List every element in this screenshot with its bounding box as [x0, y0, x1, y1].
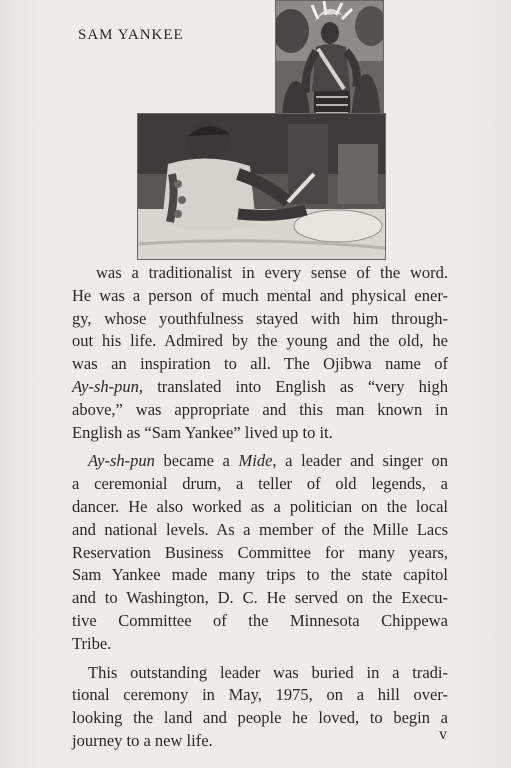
paragraph-2-line-9: Tribe.	[72, 633, 112, 653]
paragraph-2-line-4: and national levels. As a member of the Mille Lacs	[72, 519, 448, 539]
paragraph-1-line-7: above,” was appropriate and this man known in	[72, 399, 448, 419]
paragraph-2-line-8: tive Committee of the Minnesota Chippewa	[72, 610, 448, 630]
paragraph-2-line-6: Sam Yankee made many trips to the state capitol	[72, 565, 448, 585]
page-heading: SAM YANKEE	[78, 27, 184, 43]
paragraph-1-line-3: gy, whose youthfulness stayed with him through-	[72, 308, 448, 328]
page-number: v	[439, 726, 447, 743]
body-text	[72, 262, 448, 753]
paragraph-1-line-1: was a traditionalist in every sense of the word.	[96, 263, 448, 282]
paragraph-2-line-2: a ceremonial drum, a teller of old legends, a	[72, 474, 448, 494]
seated-man-photo	[137, 113, 386, 260]
paragraph-3-line-3: looking the land and people he loved, to begin a	[72, 708, 448, 728]
paragraph-2-line-3: dancer. He also worked as a politician on the local	[72, 496, 448, 516]
paragraph-2-line-5: Reservation Business Committee for many years,	[72, 542, 448, 562]
paragraph-3-line-2: tional ceremony in May, 1975, on a hill over-	[72, 685, 448, 705]
paragraph-3-line-1: This outstanding leader was buried in a tradi-	[88, 662, 448, 682]
paragraph-1-line-6: Ay-sh-pun, translated into English as “very high	[72, 376, 448, 396]
paragraph-1-line-2: He was a person of much mental and physical ener-	[72, 285, 448, 305]
paragraph-2-line-1: Ay-sh-pun became a Mide, a leader and singer on	[88, 451, 448, 471]
paragraph-1-line-5: was an inspiration to all. The Ojibwa name of	[72, 354, 448, 374]
paragraph-1-line-4: out his life. Admired by the young and the old, he	[72, 331, 448, 351]
paragraph-1-line-8: English as “Sam Yankee” lived up to it.	[72, 422, 333, 442]
paragraph-3-line-4: journey to a new life.	[72, 730, 213, 750]
paragraph-2-line-7: and to Washington, D. C. He served on the Execu-	[72, 588, 448, 608]
